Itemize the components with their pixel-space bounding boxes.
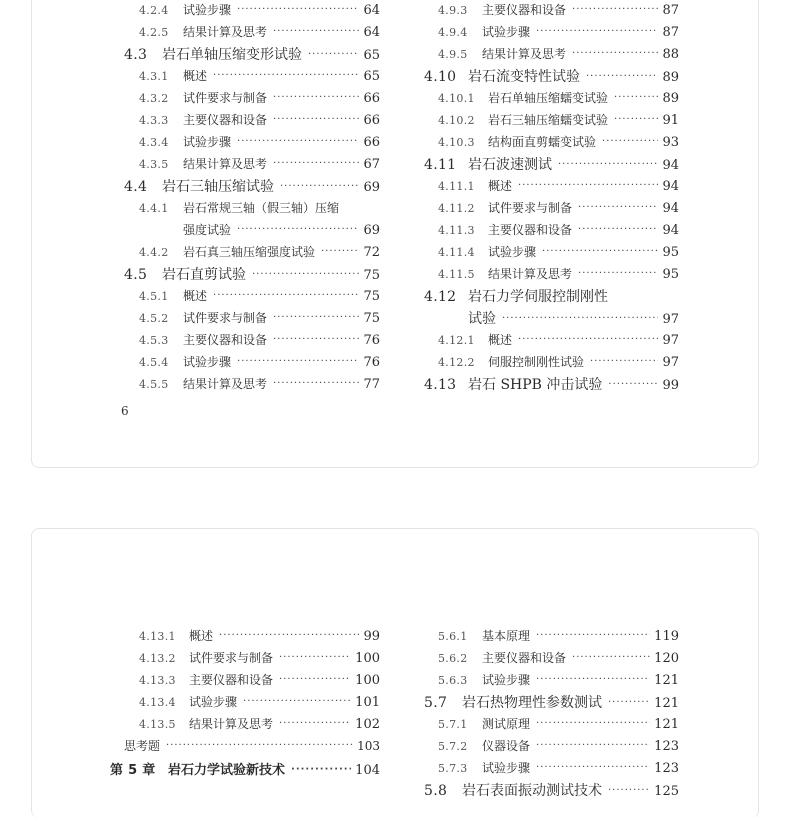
toc-page-number: 95 <box>662 245 679 260</box>
toc-subsection-entry <box>468 312 679 326</box>
toc-number: 4.9.4 <box>438 26 468 39</box>
toc-page-number: 119 <box>654 629 679 644</box>
toc-title: 主要仪器和设备 <box>183 333 268 347</box>
toc-title: 结果计算及思考 <box>183 25 268 39</box>
toc-subsection-entry <box>139 202 380 214</box>
toc-number: 4.11.2 <box>438 202 475 215</box>
toc-page-number: 94 <box>662 201 679 216</box>
toc-number: 5.7 <box>424 695 448 711</box>
toc-section-entry <box>424 158 679 172</box>
leader-dots <box>536 741 650 751</box>
toc-subsection-entry <box>438 26 679 39</box>
toc-page-number: 69 <box>363 223 380 238</box>
toc-subsection-entry <box>438 224 679 237</box>
toc-section-entry <box>424 290 679 304</box>
toc-page-number: 120 <box>654 651 679 666</box>
toc-subsection-entry <box>139 290 380 303</box>
toc-subsection-entry <box>139 334 380 347</box>
toc-number: 4.12 <box>424 289 457 305</box>
toc-number: 5.8 <box>424 783 448 799</box>
toc-title: 岩石波速测试 <box>468 157 552 173</box>
toc-section-entry <box>124 48 380 62</box>
toc-title: 试件要求与制备 <box>183 311 268 325</box>
toc-page-number: 77 <box>363 377 380 392</box>
toc-title: 试验步骤 <box>183 355 232 369</box>
toc-subsection-entry <box>139 696 380 709</box>
toc-chapter-entry <box>110 764 380 777</box>
leader-dots <box>578 203 658 213</box>
toc-subsection-entry <box>438 630 679 643</box>
leader-dots <box>273 115 359 125</box>
toc-subsection-entry <box>438 334 679 347</box>
leader-dots <box>273 93 359 103</box>
toc-subsection-entry <box>139 674 380 687</box>
toc-page-number: 75 <box>363 289 380 304</box>
toc-subsection-entry <box>139 652 380 665</box>
toc-title: 主要仪器和设备 <box>482 3 567 17</box>
toc-number: 4.3.5 <box>139 158 169 171</box>
toc-number: 4.13.3 <box>139 674 176 687</box>
toc-title: 结果计算及思考 <box>488 267 573 281</box>
toc-subsection-entry <box>139 356 380 369</box>
toc-page-number: 64 <box>363 3 380 18</box>
toc-number: 4.3.4 <box>139 136 169 149</box>
leader-dots <box>237 137 359 147</box>
leader-dots <box>219 631 359 641</box>
toc-title: 概述 <box>488 179 513 193</box>
toc-title: 概述 <box>183 289 208 303</box>
leader-dots <box>590 357 658 367</box>
toc-page-number: 99 <box>662 378 679 393</box>
toc-page-number: 125 <box>654 784 679 799</box>
toc-page-number: 75 <box>363 311 380 326</box>
toc-number: 4.4.2 <box>139 246 169 259</box>
leader-dots <box>536 675 650 685</box>
toc-number: 4.13.4 <box>139 696 176 709</box>
toc-title: 仪器设备 <box>482 739 531 753</box>
toc-section-entry <box>424 70 679 84</box>
toc-title: 思考题 <box>124 739 161 753</box>
toc-subsection-entry <box>139 630 380 643</box>
toc-section-entry <box>424 378 679 392</box>
toc-page-number: 88 <box>662 47 679 62</box>
leader-dots <box>321 247 359 257</box>
leader-dots <box>237 5 359 15</box>
toc-number: 4.10 <box>424 69 457 85</box>
toc-title: 基本原理 <box>482 629 531 643</box>
leader-dots <box>558 160 658 170</box>
toc-title: 岩石单轴压缩变形试验 <box>162 47 302 63</box>
toc-subsection-entry <box>438 48 679 61</box>
toc-subsection-entry <box>139 136 380 149</box>
leader-dots <box>273 379 359 389</box>
toc-title: 试验步骤 <box>482 761 531 775</box>
toc-title: 主要仪器和设备 <box>189 673 274 687</box>
toc-title: 试件要求与制备 <box>183 91 268 105</box>
toc-section-entry <box>124 268 380 282</box>
leader-dots <box>572 653 650 663</box>
leader-dots <box>291 765 351 775</box>
toc-number: 4.12.1 <box>438 334 475 347</box>
leader-dots <box>279 675 351 685</box>
leader-dots <box>518 181 658 191</box>
toc-subsection-entry <box>139 26 380 39</box>
toc-number: 5.7.1 <box>438 718 468 731</box>
toc-subsection-entry <box>438 718 679 731</box>
toc-title: 概述 <box>488 333 513 347</box>
toc-number: 5.7.2 <box>438 740 468 753</box>
toc-page-number: 103 <box>357 739 380 753</box>
toc-title: 岩石力学伺服控制刚性 <box>468 289 608 305</box>
toc-number: 4.5.5 <box>139 378 169 391</box>
toc-page-number: 65 <box>363 69 380 84</box>
toc-subsection-entry <box>438 246 679 259</box>
toc-title: 试件要求与制备 <box>488 201 573 215</box>
toc-page-number: 94 <box>662 158 679 173</box>
toc-subsection-entry <box>139 246 380 259</box>
leader-dots <box>502 314 658 324</box>
toc-number: 4.13.5 <box>139 718 176 731</box>
toc-page-number: 76 <box>363 333 380 348</box>
toc-title: 试验步骤 <box>183 135 232 149</box>
toc-title: 伺服控制刚性试验 <box>488 355 585 369</box>
leader-dots <box>602 137 658 147</box>
toc-page-number: 123 <box>654 739 679 754</box>
leader-dots <box>273 335 359 345</box>
toc-subsection-entry <box>438 356 679 369</box>
toc-number: 4.10.3 <box>438 136 475 149</box>
toc-number: 4.13.1 <box>139 630 176 643</box>
toc-title: 试验步骤 <box>488 245 537 259</box>
toc-page-number: 94 <box>662 179 679 194</box>
leader-dots <box>608 698 650 708</box>
toc-page-number: 89 <box>662 91 679 106</box>
toc-page-number: 89 <box>662 70 679 85</box>
toc-subsection-entry <box>438 114 679 127</box>
toc-number: 4.13 <box>424 377 457 393</box>
toc-section-entry <box>424 696 679 710</box>
toc-number: 4.5.2 <box>139 312 169 325</box>
toc-title: 结果计算及思考 <box>183 157 268 171</box>
toc-number: 4.3.1 <box>139 70 169 83</box>
toc-title: 结果计算及思考 <box>183 377 268 391</box>
toc-title: 测试原理 <box>482 717 531 731</box>
leader-dots <box>536 631 650 641</box>
toc-subsection-entry <box>139 4 380 17</box>
toc-title: 岩石力学试验新技术 <box>168 763 286 778</box>
toc-page-number: 66 <box>363 91 380 106</box>
toc-subsection-entry <box>438 762 679 775</box>
leader-dots <box>518 335 658 345</box>
toc-number: 4.5.1 <box>139 290 169 303</box>
leader-dots <box>578 269 658 279</box>
leader-dots <box>578 225 658 235</box>
toc-page-number: 100 <box>355 673 380 688</box>
toc-page-number: 87 <box>662 3 679 18</box>
toc-subsection-entry <box>438 652 679 665</box>
toc-title: 主要仪器和设备 <box>488 223 573 237</box>
toc-page-number: 69 <box>363 180 380 195</box>
toc-page-number: 65 <box>363 48 380 63</box>
toc-section-entry <box>424 784 679 798</box>
leader-dots <box>572 5 658 15</box>
toc-number: 5.6.3 <box>438 674 468 687</box>
toc-number: 4.3.3 <box>139 114 169 127</box>
toc-title: 试验步骤 <box>183 3 232 17</box>
toc-section-entry <box>124 180 380 194</box>
toc-page-number: 76 <box>363 355 380 370</box>
toc-title: 结构面直剪蠕变试验 <box>488 135 597 149</box>
toc-title: 强度试验 <box>183 223 232 237</box>
toc-title: 试验步骤 <box>482 25 531 39</box>
toc-number: 4.11.5 <box>438 268 475 281</box>
toc-title: 岩石 SHPB 冲击试验 <box>468 377 603 393</box>
toc-subsection-entry <box>438 674 679 687</box>
toc-number: 5.7.3 <box>438 762 468 775</box>
toc-page-number: 102 <box>355 717 380 732</box>
leader-dots <box>280 182 359 192</box>
toc-number: 4.11 <box>424 157 457 173</box>
toc-title: 试件要求与制备 <box>189 651 274 665</box>
toc-page-number: 121 <box>654 696 679 711</box>
toc-title: 试验步骤 <box>482 673 531 687</box>
toc-subsection-entry <box>139 70 380 83</box>
toc-number: 4.2.4 <box>139 4 169 17</box>
toc-page-number: 99 <box>363 629 380 644</box>
leader-dots <box>536 27 658 37</box>
toc-title: 试验步骤 <box>189 695 238 709</box>
toc-number: 4.5.3 <box>139 334 169 347</box>
toc-number: 4.13.2 <box>139 652 176 665</box>
leader-dots <box>572 49 658 59</box>
toc-title: 主要仪器和设备 <box>482 651 567 665</box>
toc-page-number: 123 <box>654 761 679 776</box>
toc-number: 4.11.1 <box>438 180 475 193</box>
toc-title: 岩石真三轴压缩强度试验 <box>183 245 316 259</box>
toc-number: 5.6.2 <box>438 652 468 665</box>
toc-number: 4.5.4 <box>139 356 169 369</box>
toc-page-number: 75 <box>363 268 380 283</box>
toc-subsection-entry <box>124 740 380 753</box>
toc-number: 4.5 <box>124 267 148 283</box>
leader-dots <box>252 270 359 280</box>
leader-dots <box>279 719 351 729</box>
toc-page-number: 66 <box>363 113 380 128</box>
leader-dots <box>279 653 351 663</box>
toc-page-number: 95 <box>662 267 679 282</box>
toc-page-number: 93 <box>662 135 679 150</box>
toc-title: 概述 <box>183 69 208 83</box>
toc-page-number: 100 <box>355 651 380 666</box>
leader-dots <box>614 93 658 103</box>
toc-title: 结果计算及思考 <box>189 717 274 731</box>
leader-dots <box>237 357 359 367</box>
toc-number: 第 5 章 <box>110 763 156 778</box>
toc-subsection-entry <box>139 378 380 391</box>
toc-page-number: 64 <box>363 25 380 40</box>
toc-title: 岩石直剪试验 <box>162 267 246 283</box>
leader-dots <box>213 71 359 81</box>
leader-dots <box>237 225 359 235</box>
toc-subsection-entry <box>139 158 380 171</box>
toc-number: 5.6.1 <box>438 630 468 643</box>
toc-subsection-entry <box>139 114 380 127</box>
toc-page-number: 101 <box>355 695 380 710</box>
toc-title: 结果计算及思考 <box>482 47 567 61</box>
toc-page-number: 66 <box>363 135 380 150</box>
toc-title: 主要仪器和设备 <box>183 113 268 127</box>
leader-dots <box>243 697 351 707</box>
toc-page-number: 94 <box>662 223 679 238</box>
toc-subsection-entry <box>139 92 380 105</box>
toc-number: 4.9.3 <box>438 4 468 17</box>
toc-subsection-entry <box>438 268 679 281</box>
toc-title: 岩石三轴压缩试验 <box>162 179 274 195</box>
toc-title: 岩石常规三轴（假三轴）压缩 <box>183 201 340 215</box>
toc-page-number: 97 <box>662 333 679 348</box>
toc-subsection-entry <box>438 136 679 149</box>
toc-page-number: 104 <box>355 763 380 778</box>
toc-page-number: 121 <box>654 673 679 688</box>
toc-subsection-entry <box>438 740 679 753</box>
leader-dots <box>542 247 658 257</box>
leader-dots <box>166 741 353 751</box>
toc-number: 4.3 <box>124 47 148 63</box>
toc-title: 概述 <box>189 629 214 643</box>
toc-title: 岩石流变特性试验 <box>468 69 580 85</box>
leader-dots <box>608 786 650 796</box>
toc-subsection-entry <box>139 312 380 325</box>
leader-dots <box>608 380 658 390</box>
toc-subsection-entry <box>438 92 679 105</box>
toc-page-number: 87 <box>662 25 679 40</box>
toc-number: 4.4.1 <box>139 202 169 215</box>
toc-number: 4.11.3 <box>438 224 475 237</box>
toc-page-number: 97 <box>662 312 679 327</box>
toc-number: 4.10.2 <box>438 114 475 127</box>
toc-number: 4.12.2 <box>438 356 475 369</box>
leader-dots <box>614 115 658 125</box>
toc-title: 岩石热物理性参数测试 <box>462 695 602 711</box>
leader-dots <box>273 313 359 323</box>
leader-dots <box>213 291 359 301</box>
leader-dots <box>536 719 650 729</box>
toc-subsection-entry <box>139 718 380 731</box>
toc-subsection-entry <box>438 180 679 193</box>
leader-dots <box>308 50 359 60</box>
toc-title: 岩石表面振动测试技术 <box>462 783 602 799</box>
toc-number: 4.4 <box>124 179 148 195</box>
page-folio: 6 <box>121 404 129 418</box>
toc-number: 4.10.1 <box>438 92 475 105</box>
toc-subsection-entry <box>183 224 380 237</box>
toc-number: 4.2.5 <box>139 26 169 39</box>
toc-number: 4.11.4 <box>438 246 475 259</box>
leader-dots <box>586 72 658 82</box>
toc-page-number: 121 <box>654 717 679 732</box>
toc-title: 岩石单轴压缩蠕变试验 <box>488 91 609 105</box>
toc-number: 4.3.2 <box>139 92 169 105</box>
toc-subsection-entry <box>438 4 679 17</box>
toc-subsection-entry <box>438 202 679 215</box>
toc-page-number: 91 <box>662 113 679 128</box>
leader-dots <box>273 159 359 169</box>
toc-title: 试验 <box>468 311 496 327</box>
leader-dots <box>273 27 359 37</box>
toc-number: 4.9.5 <box>438 48 468 61</box>
toc-page-number: 72 <box>363 245 380 260</box>
toc-page-number: 97 <box>662 355 679 370</box>
leader-dots <box>536 763 650 773</box>
toc-title: 岩石三轴压缩蠕变试验 <box>488 113 609 127</box>
toc-page-number: 67 <box>363 157 380 172</box>
